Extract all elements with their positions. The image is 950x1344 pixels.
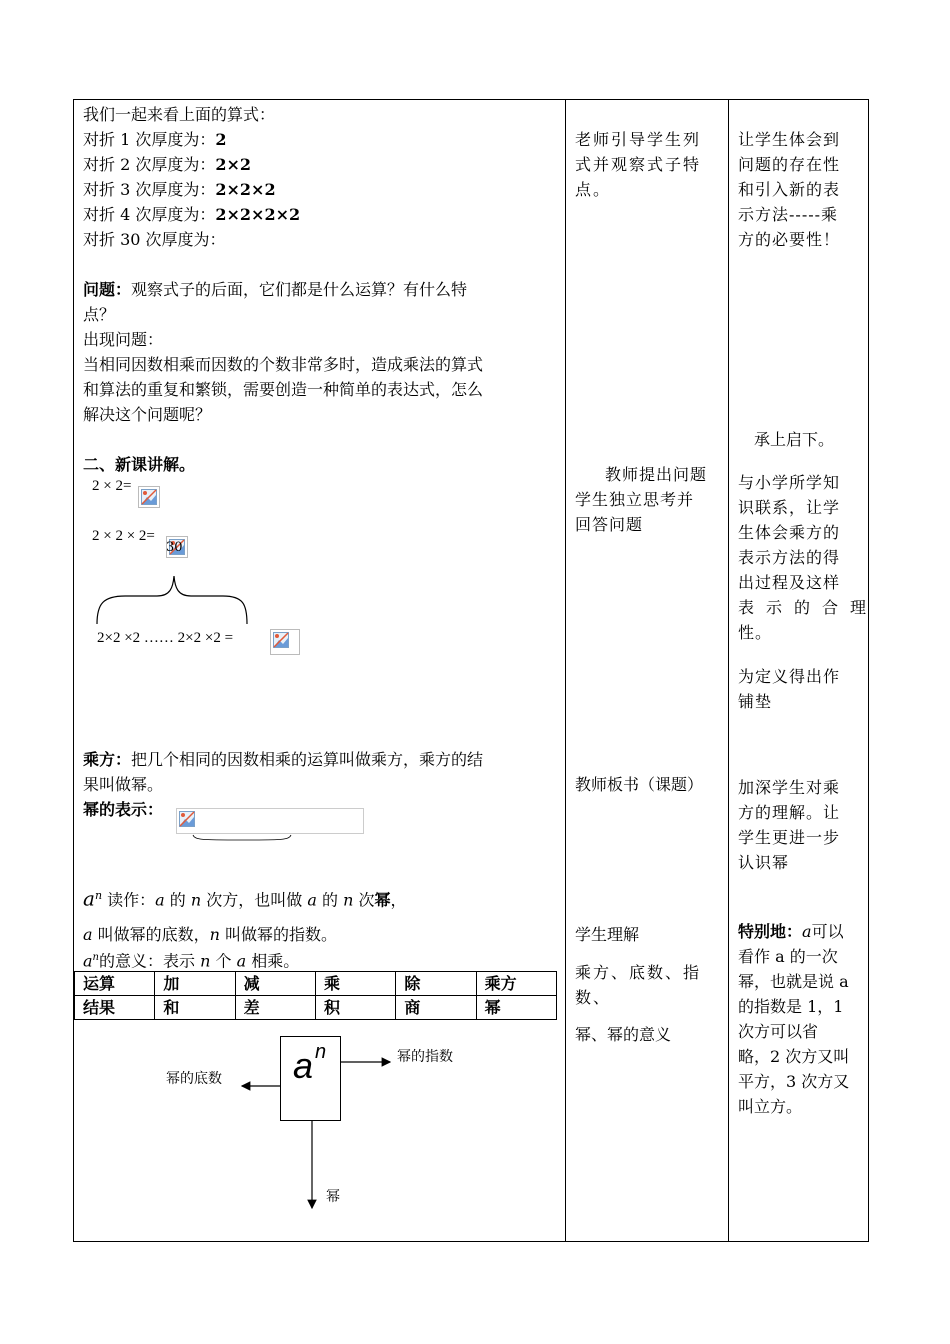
teacher-activity-6: 幂、幂的意义 <box>575 1025 672 1044</box>
broken-image-icon <box>138 486 160 508</box>
table-bottom-border <box>73 1241 869 1242</box>
diagram-arrows <box>230 1050 400 1220</box>
problem-line-3: 解决这个问题呢？ <box>83 405 212 424</box>
broken-image-icon <box>176 808 364 834</box>
brace-icon <box>95 574 250 626</box>
table-row <box>75 972 557 996</box>
table-right-border <box>868 99 869 1242</box>
label-base: 幂的底数 <box>166 1071 222 1087</box>
power-reading: $a^n$ 读作：a 的 n 次方，也叫做 a 的 n 次幂， <box>83 886 407 911</box>
fold-line-1: 对折 1 次厚度为：2 <box>83 130 227 149</box>
table-left-border <box>73 99 74 1242</box>
operations-table <box>74 971 557 1020</box>
power-definition-2: 果叫做幂。 <box>83 775 164 794</box>
table-cell: 运算 <box>75 972 155 996</box>
design-intent-1: 让学生体会到 问题的存在性 和引入新的表 示方法-----乘 方的必要性！ <box>738 130 841 249</box>
small-brace-icon <box>192 834 292 844</box>
fold-line-30: 对折 30 次厚度为： <box>83 230 226 249</box>
expr-1: 2 × 2= <box>92 478 132 494</box>
fold-line-3: 对折 3 次厚度为：2×2×2 <box>83 180 276 199</box>
table-cell: 乘方 <box>476 972 556 996</box>
question-line: 问题：观察式子的后面，它们都是什么运算？有什么特 <box>83 280 468 299</box>
table-cell: 加 <box>155 972 235 996</box>
design-intent-3: 与小学所学知 识联系，让学 生体会乘方的 表示方法的得 出过程及这样 表示的合理 性。 <box>738 473 879 642</box>
design-intent-4: 为定义得出作 铺垫 <box>738 667 841 711</box>
table-row <box>75 996 557 1020</box>
table-cell: 结果 <box>75 996 155 1020</box>
label-power: 幂 <box>326 1189 340 1205</box>
question-line-2: 点？ <box>83 305 116 324</box>
table-top-border <box>73 99 869 100</box>
label-exponent: 幂的指数 <box>397 1049 453 1065</box>
table-cell: 幂 <box>476 996 556 1020</box>
problem-line-1: 当相同因数相乘而因数的个数非常多时，造成乘法的算式 <box>83 355 484 374</box>
design-intent-6: 特别地：a可以 看作 a 的一次 幂，也就是说 a 的指数是 1，1 次方可以省 略，2 次方又叫 平方，3 次方又 叫立方。 <box>738 922 850 1116</box>
design-intent-2: 承上启下。 <box>754 430 835 449</box>
problem-heading: 出现问题： <box>83 330 164 349</box>
base-exponent-line: a 叫做幂的底数，n 叫做幂的指数。 <box>83 925 338 944</box>
broken-image-icon <box>270 629 300 655</box>
table-cell: 商 <box>396 996 476 1020</box>
meaning-line: $a^n$的意义：表示 n 个 a 相乘。 <box>83 951 300 971</box>
table-cell: 差 <box>235 996 315 1020</box>
expr-2: 2 × 2 × 2= <box>92 528 155 544</box>
fold-line-2: 对折 2 次厚度为：2×2 <box>83 155 252 174</box>
table-cell: 除 <box>396 972 476 996</box>
power-definition: 乘方：把几个相同的因数相乘的运算叫做乘方，乘方的结 <box>83 750 484 769</box>
teacher-activity-3: 教师板书（课题） <box>575 775 704 794</box>
diagram-base: a <box>293 1045 314 1086</box>
teacher-activity-2: 教师提出问题 学生独立思考并 回答问题 <box>575 465 708 534</box>
table-divider-2 <box>728 99 729 1242</box>
table-cell: 积 <box>315 996 395 1020</box>
teacher-activity-5: 乘方、底数、指 数、 <box>575 963 702 1007</box>
expr-2-overlay: 30 <box>166 540 183 555</box>
fold-line-4: 对折 4 次厚度为：2×2×2×2 <box>83 205 301 224</box>
expr-3: 2×2 ×2 …… 2×2 ×2 = <box>97 630 234 646</box>
table-divider-1 <box>565 99 566 1242</box>
diagram-exponent: n <box>315 1041 327 1063</box>
section-heading: 二、新课讲解。 <box>83 455 196 474</box>
power-representation: 幂的表示： <box>83 800 164 819</box>
problem-line-2: 和算法的重复和繁锁，需要创造一种简单的表达式，怎么 <box>83 380 484 399</box>
intro-line: 我们一起来看上面的算式： <box>83 105 276 124</box>
table-cell: 和 <box>155 996 235 1020</box>
table-cell: 乘 <box>315 972 395 996</box>
table-cell: 减 <box>235 972 315 996</box>
teacher-activity-4: 学生理解 <box>575 925 640 944</box>
design-intent-5: 加深学生对乘 方的理解。让 学生更进一步 认识幂 <box>738 778 841 872</box>
teacher-activity-1: 老师引导学生列 式并观察式子特 点。 <box>575 130 702 199</box>
